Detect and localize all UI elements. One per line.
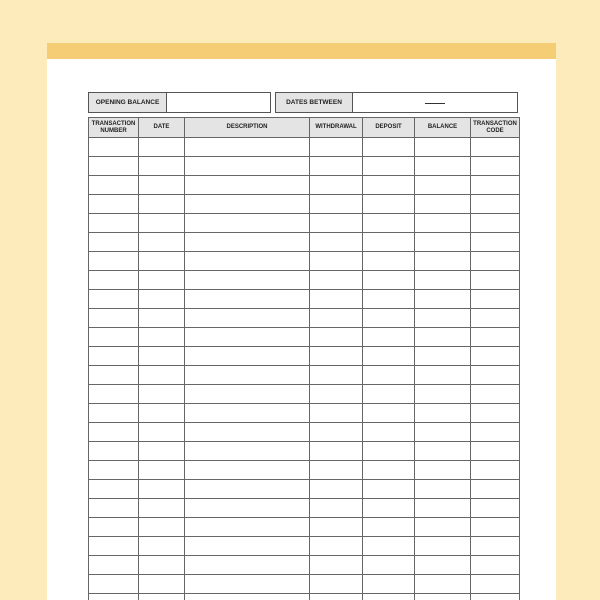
table-cell[interactable] [185,195,310,214]
table-cell[interactable] [363,290,415,309]
table-cell[interactable] [185,328,310,347]
col-date: DATE [139,118,185,138]
table-cell[interactable] [471,233,520,252]
transaction-table [88,117,520,600]
table-cell[interactable] [185,366,310,385]
table-cell[interactable] [471,499,520,518]
table-cell[interactable] [89,480,139,499]
table-cell[interactable] [415,556,471,575]
table-cell[interactable] [415,309,471,328]
col-withdrawal: WITHDRAWAL [310,118,363,138]
col-description: DESCRIPTION [185,118,310,138]
table-cell[interactable] [185,347,310,366]
table-cell[interactable] [310,214,363,233]
table-cell[interactable] [139,252,185,271]
table-cell[interactable] [185,233,310,252]
table-cell[interactable] [310,233,363,252]
table-cell[interactable] [363,499,415,518]
table-cell[interactable] [415,214,471,233]
table-cell[interactable] [89,138,139,157]
table-cell[interactable] [415,233,471,252]
table-cell[interactable] [363,518,415,537]
table-cell[interactable] [310,594,363,600]
table-cell[interactable] [471,404,520,423]
col-transaction-code: TRANSACTION CODE [471,118,520,138]
table-cell[interactable] [471,480,520,499]
table-cell[interactable] [363,537,415,556]
col-transaction-number: TRANSACTION NUMBER [89,118,139,138]
table-cell[interactable] [89,328,139,347]
table-cell[interactable] [471,271,520,290]
dates-between-box [275,92,518,113]
table-cell[interactable] [139,195,185,214]
table-cell[interactable] [471,328,520,347]
table-cell[interactable] [89,461,139,480]
table-row [89,176,520,195]
table-cell[interactable] [471,309,520,328]
table-cell[interactable] [89,404,139,423]
table-cell[interactable] [363,138,415,157]
table-cell[interactable] [185,214,310,233]
table-cell[interactable] [310,347,363,366]
table-cell[interactable] [89,157,139,176]
dates-between-field[interactable] [353,93,517,112]
table-cell[interactable] [471,556,520,575]
table-cell[interactable] [471,461,520,480]
table-cell[interactable] [471,537,520,556]
ledger-page [47,43,556,600]
table-cell[interactable] [471,138,520,157]
table-cell[interactable] [310,195,363,214]
opening-balance-box [88,92,271,113]
table-cell[interactable] [363,480,415,499]
table-row [89,157,520,176]
table-row [89,233,520,252]
table-cell[interactable] [363,309,415,328]
table-cell[interactable] [310,366,363,385]
table-cell[interactable] [139,575,185,594]
table-cell[interactable] [89,518,139,537]
table-row [89,195,520,214]
table-row [89,518,520,537]
table-cell[interactable] [471,594,520,600]
table-cell[interactable] [139,499,185,518]
table-cell[interactable] [139,347,185,366]
table-cell[interactable] [363,575,415,594]
table-row [89,594,520,600]
table-cell[interactable] [89,366,139,385]
table-cell[interactable] [415,537,471,556]
table-cell[interactable] [139,556,185,575]
table-cell[interactable] [471,252,520,271]
table-cell[interactable] [310,556,363,575]
table-cell[interactable] [310,575,363,594]
dates-between-label: DATES BETWEEN [276,93,353,112]
table-cell[interactable] [89,290,139,309]
table-row [89,575,520,594]
table-cell[interactable] [415,575,471,594]
table-cell[interactable] [89,385,139,404]
table-cell[interactable] [185,252,310,271]
table-cell[interactable] [139,157,185,176]
table-cell[interactable] [310,480,363,499]
table-cell[interactable] [415,252,471,271]
table-header-row [89,118,520,138]
table-row [89,385,520,404]
table-cell[interactable] [185,404,310,423]
table-cell[interactable] [310,138,363,157]
table-cell[interactable] [363,423,415,442]
table-cell[interactable] [89,556,139,575]
table-cell[interactable] [310,157,363,176]
table-cell[interactable] [310,309,363,328]
table-cell[interactable] [310,290,363,309]
table-cell[interactable] [471,195,520,214]
table-cell[interactable] [89,423,139,442]
table-cell[interactable] [415,404,471,423]
table-cell[interactable] [471,157,520,176]
date-separator-line [425,103,445,104]
table-row [89,366,520,385]
table-cell[interactable] [415,271,471,290]
table-cell[interactable] [185,518,310,537]
table-row [89,214,520,233]
table-body [89,138,520,600]
table-cell[interactable] [139,404,185,423]
table-cell[interactable] [471,575,520,594]
table-cell[interactable] [89,442,139,461]
table-cell[interactable] [89,233,139,252]
table-cell[interactable] [89,309,139,328]
table-cell[interactable] [139,138,185,157]
table-row [89,328,520,347]
table-cell[interactable] [185,461,310,480]
table-cell[interactable] [471,214,520,233]
table-cell[interactable] [363,347,415,366]
table-cell[interactable] [363,556,415,575]
table-cell[interactable] [310,252,363,271]
table-cell[interactable] [415,442,471,461]
table-row [89,556,520,575]
col-balance: BALANCE [415,118,471,138]
table-row [89,271,520,290]
table-cell[interactable] [415,195,471,214]
table-cell[interactable] [185,271,310,290]
table-cell[interactable] [185,556,310,575]
table-cell[interactable] [363,594,415,600]
table-cell[interactable] [89,252,139,271]
table-cell[interactable] [310,385,363,404]
table-cell[interactable] [415,594,471,600]
opening-balance-field[interactable] [167,93,270,112]
table-cell[interactable] [310,404,363,423]
table-cell[interactable] [415,461,471,480]
table-cell[interactable] [139,594,185,600]
table-cell[interactable] [185,176,310,195]
table-cell[interactable] [415,176,471,195]
table-cell[interactable] [415,157,471,176]
table-cell[interactable] [363,366,415,385]
table-cell[interactable] [185,423,310,442]
table-row [89,404,520,423]
table-cell[interactable] [139,480,185,499]
opening-balance-label: OPENING BALANCE [89,93,167,112]
table-cell[interactable] [363,214,415,233]
table-cell[interactable] [139,518,185,537]
table-row [89,537,520,556]
table-cell[interactable] [363,233,415,252]
table-cell[interactable] [471,423,520,442]
table-cell[interactable] [185,499,310,518]
table-cell[interactable] [185,290,310,309]
table-cell[interactable] [310,423,363,442]
table-cell[interactable] [363,385,415,404]
table-cell[interactable] [471,347,520,366]
table-cell[interactable] [363,157,415,176]
table-cell[interactable] [139,309,185,328]
table-cell[interactable] [471,518,520,537]
table-cell[interactable] [139,385,185,404]
table-cell[interactable] [139,233,185,252]
table-cell[interactable] [471,442,520,461]
table-cell[interactable] [139,176,185,195]
table-cell[interactable] [415,423,471,442]
table-cell[interactable] [139,271,185,290]
table-cell[interactable] [310,271,363,290]
table-cell[interactable] [471,290,520,309]
table-row [89,138,520,157]
table-row [89,480,520,499]
table-cell[interactable] [89,594,139,600]
table-cell[interactable] [363,442,415,461]
table-row [89,499,520,518]
table-cell[interactable] [415,328,471,347]
table-cell[interactable] [139,328,185,347]
table-cell[interactable] [310,537,363,556]
table-cell[interactable] [185,157,310,176]
table-cell[interactable] [415,347,471,366]
table-cell[interactable] [310,461,363,480]
table-cell[interactable] [310,442,363,461]
table-cell[interactable] [363,252,415,271]
table-row [89,290,520,309]
table-cell[interactable] [139,214,185,233]
table-cell[interactable] [310,176,363,195]
table-cell[interactable] [363,461,415,480]
table-cell[interactable] [185,594,310,600]
table-cell[interactable] [310,518,363,537]
table-cell[interactable] [89,214,139,233]
table-cell[interactable] [185,537,310,556]
table-cell[interactable] [471,366,520,385]
table-cell[interactable] [139,290,185,309]
table-cell[interactable] [89,347,139,366]
table-cell[interactable] [310,328,363,347]
table-cell[interactable] [185,442,310,461]
table-row [89,252,520,271]
table-cell[interactable] [185,138,310,157]
table-row [89,423,520,442]
table-cell[interactable] [363,176,415,195]
table-cell[interactable] [363,271,415,290]
table-cell[interactable] [415,138,471,157]
table-cell[interactable] [89,271,139,290]
table-cell[interactable] [363,328,415,347]
table-cell[interactable] [471,385,520,404]
table-cell[interactable] [89,176,139,195]
table-cell[interactable] [89,195,139,214]
table-row [89,461,520,480]
table-cell[interactable] [415,518,471,537]
table-cell[interactable] [185,309,310,328]
table-cell[interactable] [139,537,185,556]
table-cell[interactable] [139,442,185,461]
col-deposit: DEPOSIT [363,118,415,138]
table-cell[interactable] [185,575,310,594]
table-cell[interactable] [139,366,185,385]
table-cell[interactable] [471,176,520,195]
table-cell[interactable] [89,537,139,556]
table-cell[interactable] [415,366,471,385]
table-cell[interactable] [139,461,185,480]
table-cell[interactable] [139,423,185,442]
table-cell[interactable] [363,195,415,214]
accent-band [47,43,556,59]
table-cell[interactable] [415,480,471,499]
table-cell[interactable] [89,499,139,518]
table-row [89,442,520,461]
table-cell[interactable] [415,385,471,404]
table-row [89,309,520,328]
table-cell[interactable] [89,575,139,594]
table-cell[interactable] [363,404,415,423]
table-cell[interactable] [185,480,310,499]
table-cell[interactable] [415,290,471,309]
table-cell[interactable] [185,385,310,404]
table-cell[interactable] [310,499,363,518]
table-cell[interactable] [415,499,471,518]
table-row [89,347,520,366]
